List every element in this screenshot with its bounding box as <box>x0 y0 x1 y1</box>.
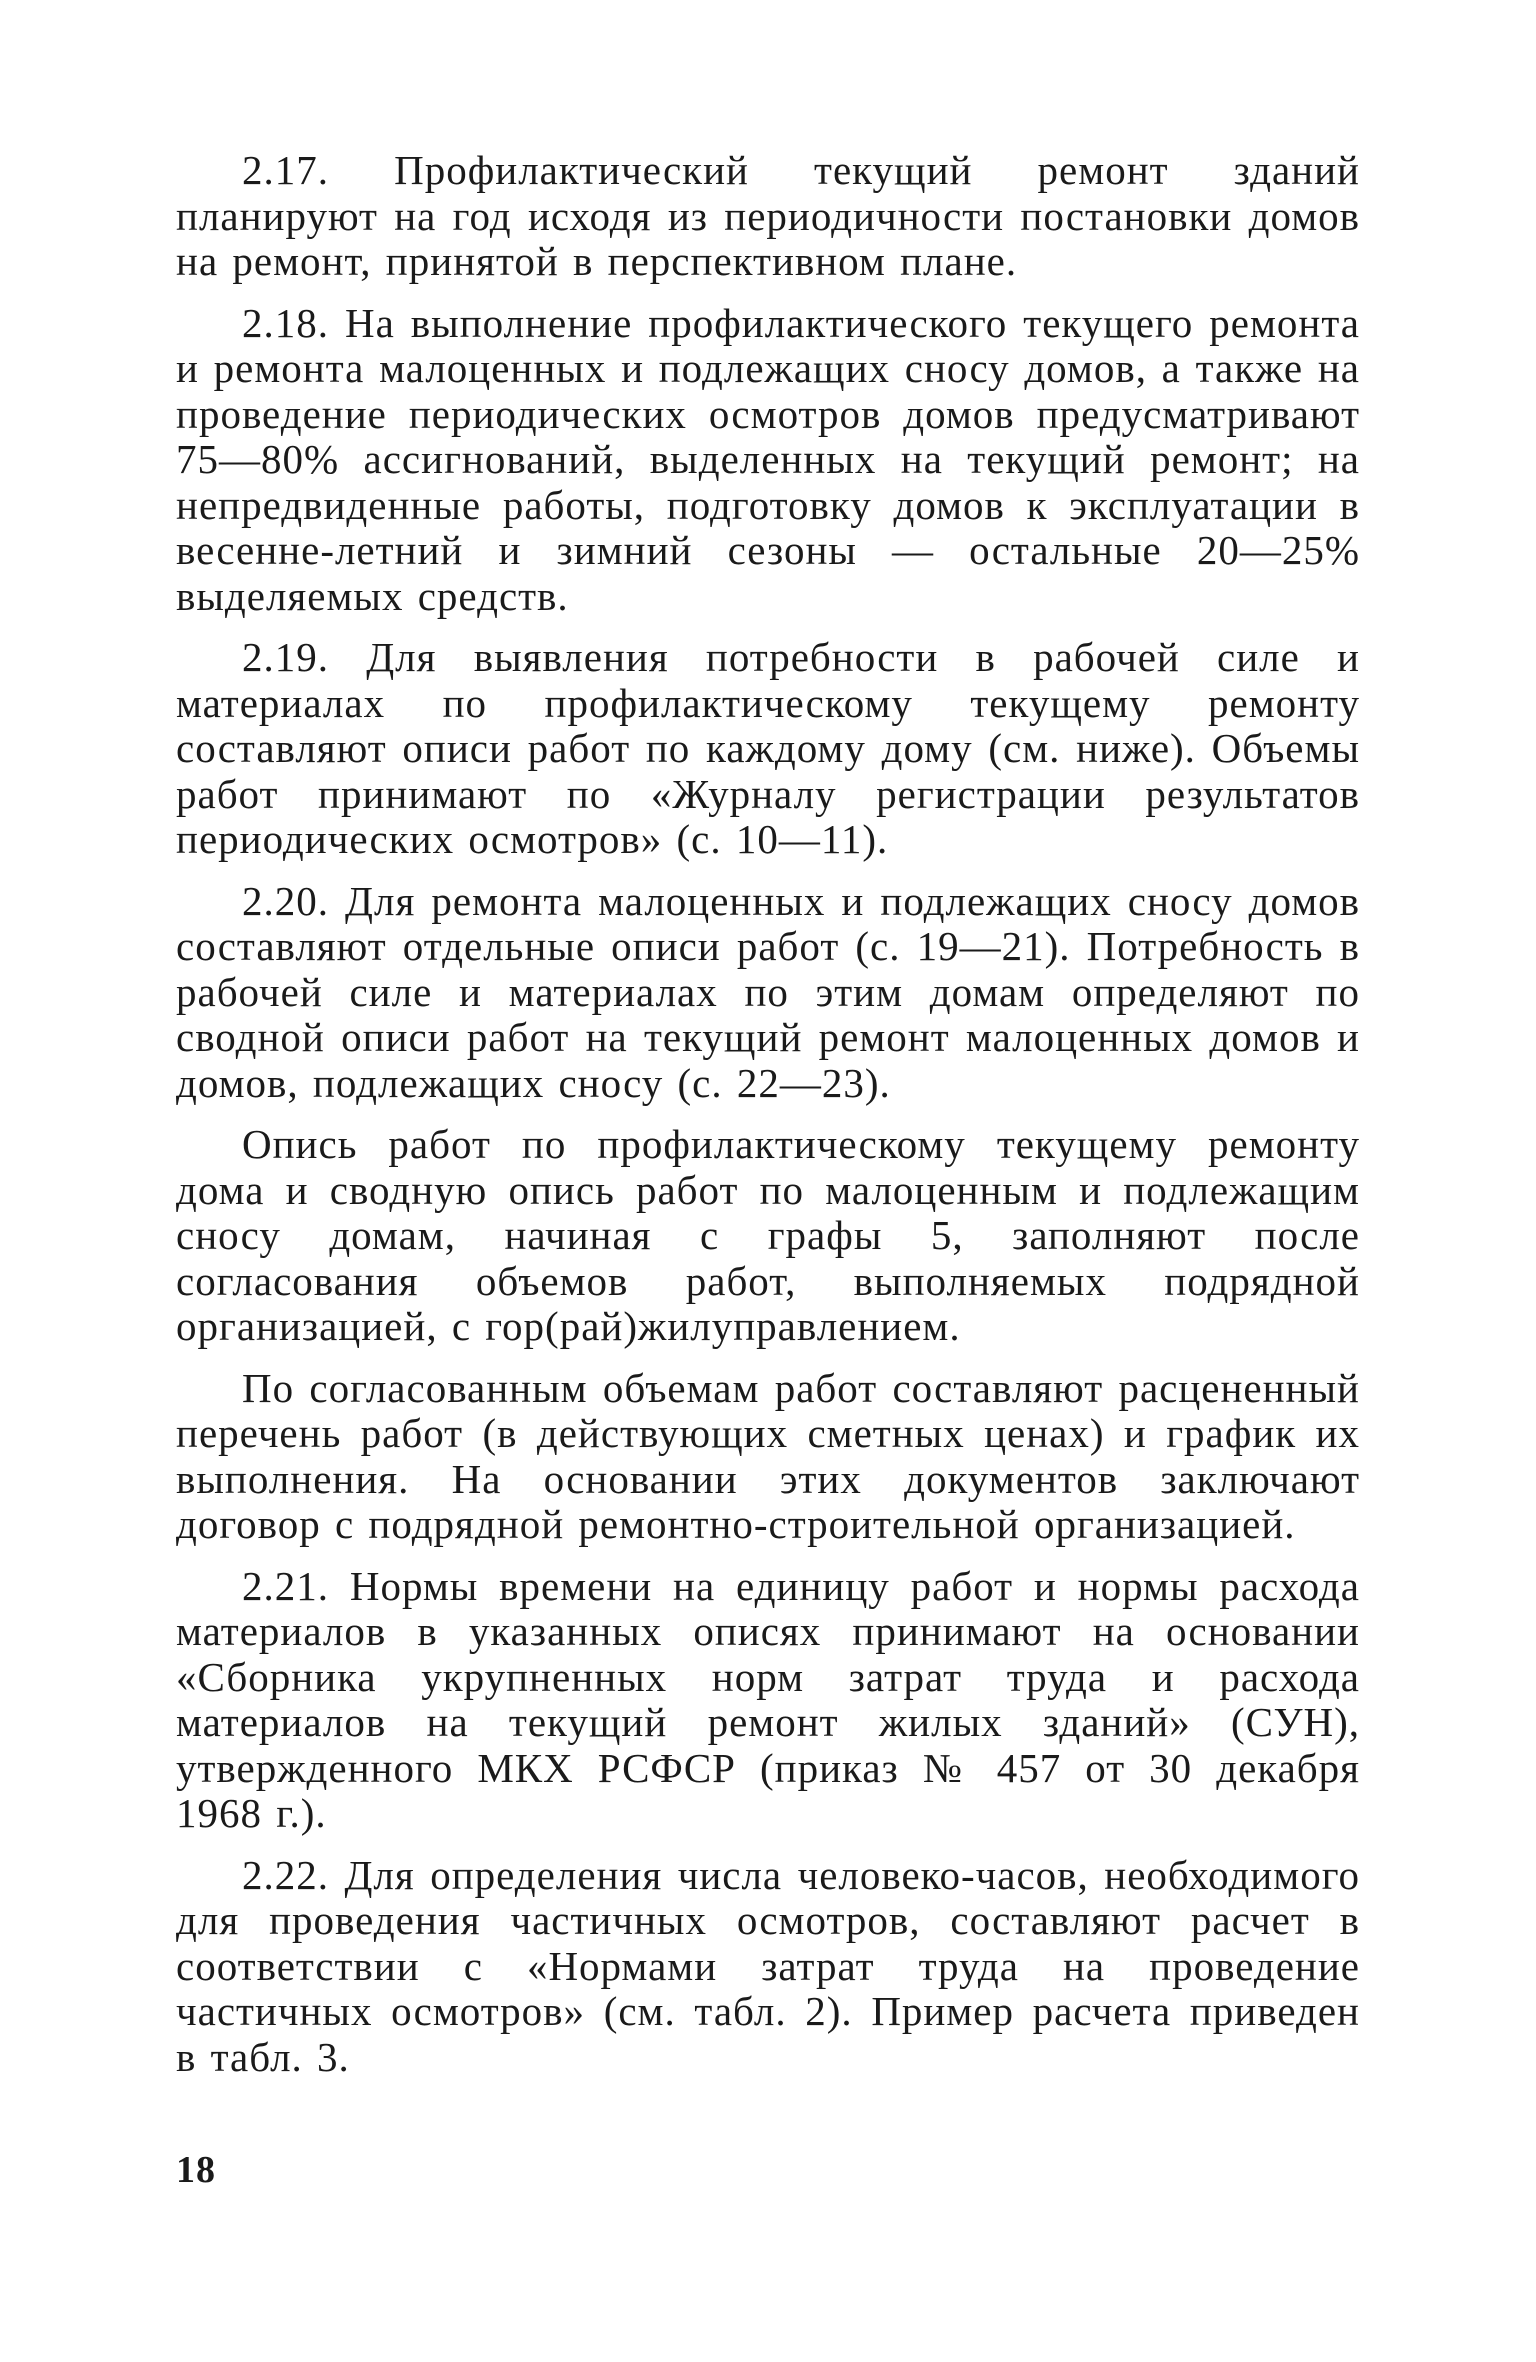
page-number: 18 <box>176 2149 216 2191</box>
paragraph-2-17: 2.17. Профилактический текущий ремонт зданий планируют на год исходя из периодичности постановки домов на ремонт, принятой в перспективном плане. <box>176 147 1360 284</box>
paragraph-2-18: 2.18. На выполнение профилактического текущего ремонта и ремонта малоценных и подлежащих сносу домов, а также на проведение периодических осмотров домов предусматривают 75—80% ассигнований, выделенных на текущий ремонт; на непредвиденные работы, подготовку домов к эксплуатации в весенне-летний и зимний сезоны — остальные 20—25% выделяемых средств. <box>176 299 1360 619</box>
paragraph-2-22: 2.22. Для определения числа человеко-часов, необходимого для проведения частичных осмотров, составляют расчет в соответствии с «Нормами затрат труда на проведение частичных осмотров» (см. табл. 2). Пример расчета приведен в табл. 3. <box>176 1851 1360 2080</box>
page-body <box>176 148 1360 2096</box>
paragraph-agreed-volumes: По согласованным объемам работ составляют расцененный перечень работ (в действующих сметных ценах) и график их выполнения. На основании этих документов заключают договор с подрядной ремонтно-строительной организацией. <box>176 1364 1360 1547</box>
paragraph-2-19: 2.19. Для выявления потребности в рабочей силе и материалах по профилактическому текущему ремонту составляют описи работ по каждому дому (см. ниже). Объемы работ принимают по «Журналу регистрации результатов периодических осмотров» (с. 10—11). <box>176 634 1360 862</box>
paragraph-inventory-note: Опись работ по профилактическому текущему ремонту дома и сводную опись работ по малоценным и подлежащим сносу домам, начиная с графы 5, заполняют после согласования объемов работ, выполняемых подрядной организацией, с гор(рай)жилуправлением. <box>176 1121 1360 1349</box>
paragraph-2-20: 2.20. Для ремонта малоценных и подлежащих сносу домов составляют отдельные описи работ (с. 19—21). Потребность в рабочей силе и материалах по этим домам определяют по сводной описи работ на текущий ремонт малоценных домов и домов, подлежащих сносу (с. 22—23). <box>176 877 1360 1106</box>
paragraph-2-21: 2.21. Нормы времени на единицу работ и нормы расхода материалов в указанных описях принимают на основании «Сборника укрупненных норм затрат труда и расхода материалов на текущий ремонт жилых зданий» (СУН), утвержденного МКХ РСФСР (приказ № 457 от 30 декабря 1968 г.). <box>176 1562 1360 1836</box>
